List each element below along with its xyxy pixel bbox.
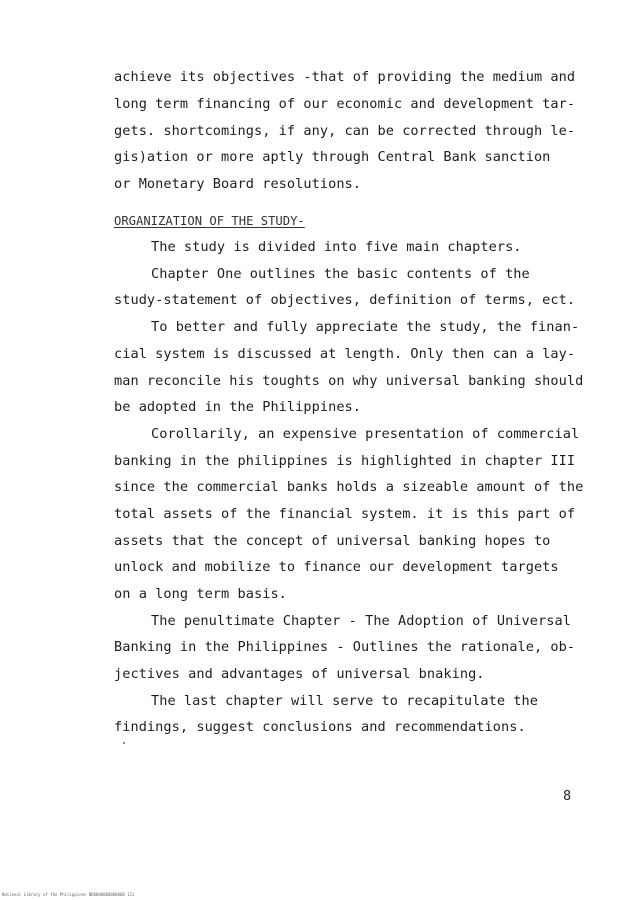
- body-line-16: Banking in the Philippines - Outlines the rationale, ob-: [114, 639, 576, 655]
- body-line-11: total assets of the financial system. it is this part of: [114, 506, 576, 522]
- body-line-8: Corollarily, an expensive presentation of commercial: [151, 426, 580, 442]
- body-line-12: assets that the concept of universal banking hopes to: [114, 533, 551, 549]
- body-line-6: man reconcile his toughts on why universal banking should: [114, 373, 584, 389]
- body-line-5: cial system is discussed at length. Only then can a lay-: [114, 346, 576, 362]
- body-line-15: The penultimate Chapter - The Adoption of Universal: [151, 613, 571, 629]
- body-line-1: The study is divided into five main chapters.: [151, 239, 522, 255]
- intro-line-5: or Monetary Board resolutions.: [114, 176, 362, 192]
- body-line-18: The last chapter will serve to recapitulate the: [151, 693, 539, 709]
- body-line-9: banking in the philippines is highlighted in chapter III: [114, 453, 576, 469]
- page-number: 8: [563, 788, 572, 804]
- body-line-10: since the commercial banks holds a sizeable amount of the: [114, 479, 584, 495]
- body-line-2: Chapter One outlines the basic contents of the: [151, 266, 530, 282]
- body-line-17: jectives and advantages of universal bnaking.: [114, 666, 485, 682]
- intro-line-4: gis)ation or more aptly through Central Bank sanction: [114, 149, 551, 165]
- body-line-7: be adopted in the Philippines.: [114, 399, 362, 415]
- intro-line-3: gets. shortcomings, if any, can be corrected through le-: [114, 123, 576, 139]
- scan-speck: [123, 742, 125, 744]
- body-line-14: on a long term basis.: [114, 586, 287, 602]
- intro-line-2: long term financing of our economic and development tar-: [114, 96, 576, 112]
- body-line-13: unlock and mobilize to finance our development targets: [114, 559, 559, 575]
- intro-line-1: achieve its objectives -that of providing the medium and: [114, 69, 576, 85]
- body-line-19: findings, suggest conclusions and recommendations.: [114, 719, 526, 735]
- section-heading: ORGANIZATION OF THE STUDY-: [114, 214, 305, 228]
- body-line-4: To better and fully appreciate the study, the finan-: [151, 319, 580, 335]
- body-line-3: study-statement of objectives, definition of terms, ect.: [114, 292, 576, 308]
- footer-credit: National Library of the Philippines ND0000000000000 111: [2, 892, 135, 897]
